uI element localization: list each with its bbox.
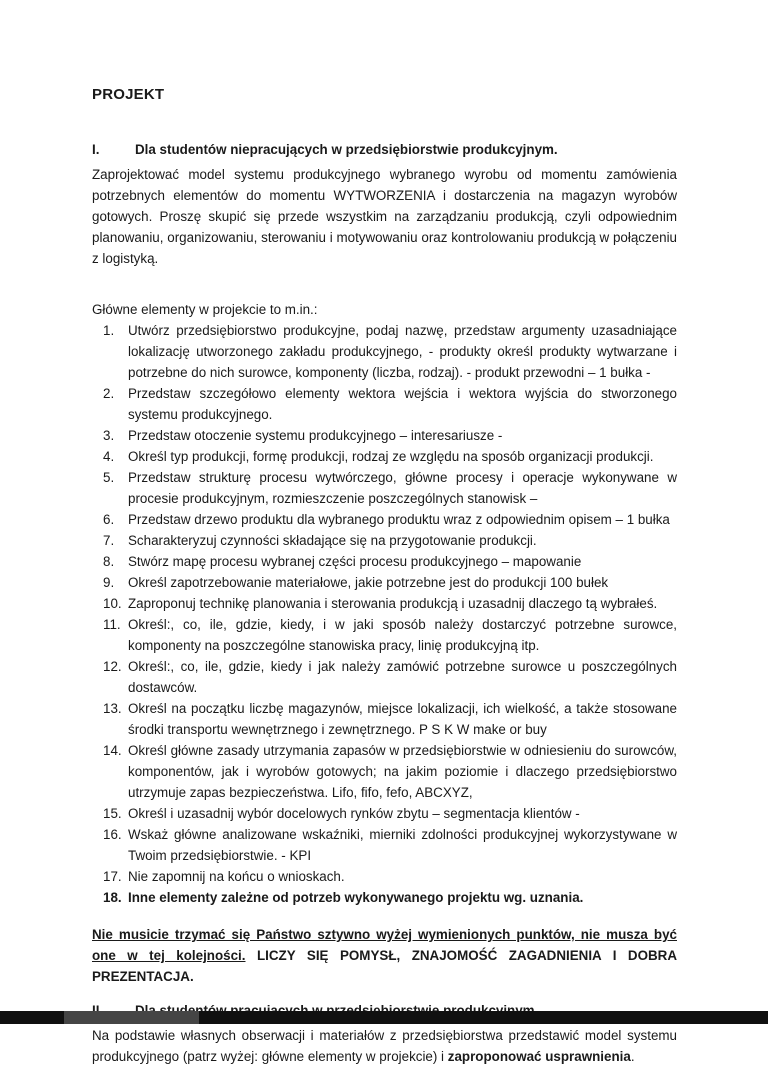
- list-item-text: Stwórz mapę procesu wybranej części procesu produkcyjnego – mapowanie: [128, 554, 582, 569]
- list-item-number: 7.: [103, 533, 115, 548]
- section-1-number: I.: [92, 142, 100, 157]
- list-item: [92, 656, 677, 698]
- list-item: [92, 467, 677, 509]
- list-item: [92, 320, 677, 383]
- bottom-bar: [0, 1011, 768, 1024]
- list-item-text: Określ zapotrzebowanie materiałowe, jakie potrzebne jest do produkcji 100 bułek: [128, 575, 609, 590]
- list-item-text: Określ typ produkcji, formę produkcji, rodzaj ze względu na sposób organizacji produkcji.: [128, 449, 654, 464]
- list-item: [92, 446, 677, 467]
- list-item: [92, 509, 677, 530]
- list-item-text: Określ na początku liczbę magazynów, miejsce lokalizacji, ich wielkość, a także stosowane środki transportu wewnętrznego i zewnętrznego. P S K W make or buy: [128, 701, 677, 737]
- list-item-text: Utwórz przedsiębiorstwo produkcyjne, podaj nazwę, przedstaw argumenty uzasadniające lokalizację utworzonego zakładu produkcyjnego, - produkty określ produkty wytwarzane i potrzebne do nich surowce, komponenty (liczba, rodzaj). - produkt przewodni – 1 bułka -: [128, 323, 677, 380]
- list-item: [92, 383, 677, 425]
- list-item: [92, 866, 677, 887]
- project-elements-list: [92, 320, 677, 908]
- list-item-number: 14.: [103, 743, 122, 758]
- document-page: [92, 84, 677, 1067]
- list-item-number: 6.: [103, 512, 115, 527]
- list-item-number: 16.: [103, 827, 122, 842]
- list-item-text: Określ:, co, ile, gdzie, kiedy i jak należy zamówić potrzebne surowce u poszczególnych dostawców.: [128, 659, 677, 695]
- list-item-text: Określ główne zasady utrzymania zapasów w przedsiębiorstwie w odniesieniu do surowców, komponentów, jak i wyrobów gotowych; na jakim poziomie i dlaczego przedsiębiorstwo utrzymuje zapas bezpieczeństwa. Lifo, fifo, fefo, ABCXYZ,: [128, 743, 677, 800]
- section-2-body-text: Na podstawie własnych obserwacji i materiałów z przedsiębiorstwa przedstawić model systemu produkcyjnego (patrz wyżej: główne elementy w projekcie) i: [92, 1028, 677, 1064]
- section-1-heading-text: Dla studentów niepracujących w przedsiębiorstwie produkcyjnym.: [135, 142, 558, 157]
- list-item-number: 12.: [103, 659, 122, 674]
- section-2-body-paragraph: [92, 1025, 677, 1067]
- list-item-number: 15.: [103, 806, 122, 821]
- note-emphasis-text: LICZY SIĘ POMYSŁ, ZNAJOMOŚĆ ZAGADNIENIA I DOBRA PREZENTACJA.: [92, 948, 677, 984]
- list-item-number: 9.: [103, 575, 115, 590]
- note-paragraph: [92, 924, 677, 987]
- section-1-heading: [92, 139, 677, 160]
- section-1-intro-paragraph: Zaprojektować model systemu produkcyjnego wybranego wyrobu od momentu zamówienia potrzebnych elementów do momentu WYTWORZENIA i dostarczenia na magazyn wyrobów gotowych. Proszę skupić się przede wszystkim na zarządzaniu produkcją, czyli odpowiednim planowaniu, organizowaniu, sterowaniu i motywowaniu oraz kontrolowaniu produkcją w połączeniu z logistyką.: [92, 167, 677, 266]
- list-item: [92, 698, 677, 740]
- list-item-text: Określ:, co, ile, gdzie, kiedy, i w jaki sposób należy dostarczyć potrzebne surowce, komponenty na poszczególne stanowiska pracy, linię produkcyjną itp.: [128, 617, 677, 653]
- list-item: [92, 803, 677, 824]
- list-item-text: Zaproponuj technikę planowania i sterowania produkcją i uzasadnij dlaczego tą wybrałeś.: [128, 596, 658, 611]
- list-item-text: Inne elementy zależne od potrzeb wykonywanego projektu wg. uznania.: [128, 890, 584, 905]
- document-title: PROJEKT: [92, 86, 165, 103]
- list-intro: Główne elementy w projekcie to m.in.:: [92, 302, 318, 317]
- list-item-number: 17.: [103, 869, 122, 884]
- list-item: [92, 530, 677, 551]
- list-item-number: 1.: [103, 323, 115, 338]
- list-item-number: 5.: [103, 470, 115, 485]
- list-item: [92, 551, 677, 572]
- list-item-text: Przedstaw strukturę procesu wytwórczego, główne procesy i operacje wykonywane w procesie produkcyjnym, rozmieszczenie poszczególnych stanowisk –: [128, 470, 677, 506]
- list-item: [92, 887, 677, 908]
- list-item-text: Wskaż główne analizowane wskaźniki, mierniki zdolności produkcyjnej wykorzystywane w Twoim przedsiębiorstwie. - KPI: [128, 827, 677, 863]
- list-item-text: Nie zapomnij na końcu o wnioskach.: [128, 869, 345, 884]
- list-item-text: Określ i uzasadnij wybór docelowych rynków zbytu – segmentacja klientów -: [128, 806, 580, 821]
- list-item-number: 3.: [103, 428, 115, 443]
- list-item-number: 8.: [103, 554, 115, 569]
- list-item: [92, 572, 677, 593]
- list-item-number: 4.: [103, 449, 115, 464]
- list-item: [92, 614, 677, 656]
- list-item: [92, 824, 677, 866]
- list-item-number: 18.: [103, 890, 122, 905]
- note-underlined-text: Nie musicie trzymać się Państwo sztywno wyżej wymienionych punktów, nie musza być one w tej kolejności.: [92, 927, 677, 963]
- list-item-number: 10.: [103, 596, 122, 611]
- list-item: [92, 740, 677, 803]
- list-item-text: Przedstaw drzewo produktu dla wybranego produktu wraz z odpowiednim opisem – 1 bułka: [128, 512, 670, 527]
- list-item-number: 2.: [103, 386, 115, 401]
- list-item-text: Przedstaw otoczenie systemu produkcyjnego – interesariusze -: [128, 428, 503, 443]
- bottom-bar-segment: [64, 1011, 199, 1024]
- list-item-text: Scharakteryzuj czynności składające się na przygotowanie produkcji.: [128, 533, 537, 548]
- list-item: [92, 425, 677, 446]
- section-2-body-period: .: [630, 1049, 635, 1064]
- list-item-number: 13.: [103, 701, 122, 716]
- list-item-number: 11.: [103, 617, 121, 632]
- section-2-body-bold-text: zaproponować usprawnienia: [447, 1049, 631, 1064]
- list-item-text: Przedstaw szczegółowo elementy wektora wejścia i wektora wyjścia do stworzonego systemu produkcyjnego.: [128, 386, 677, 422]
- list-item: [92, 593, 677, 614]
